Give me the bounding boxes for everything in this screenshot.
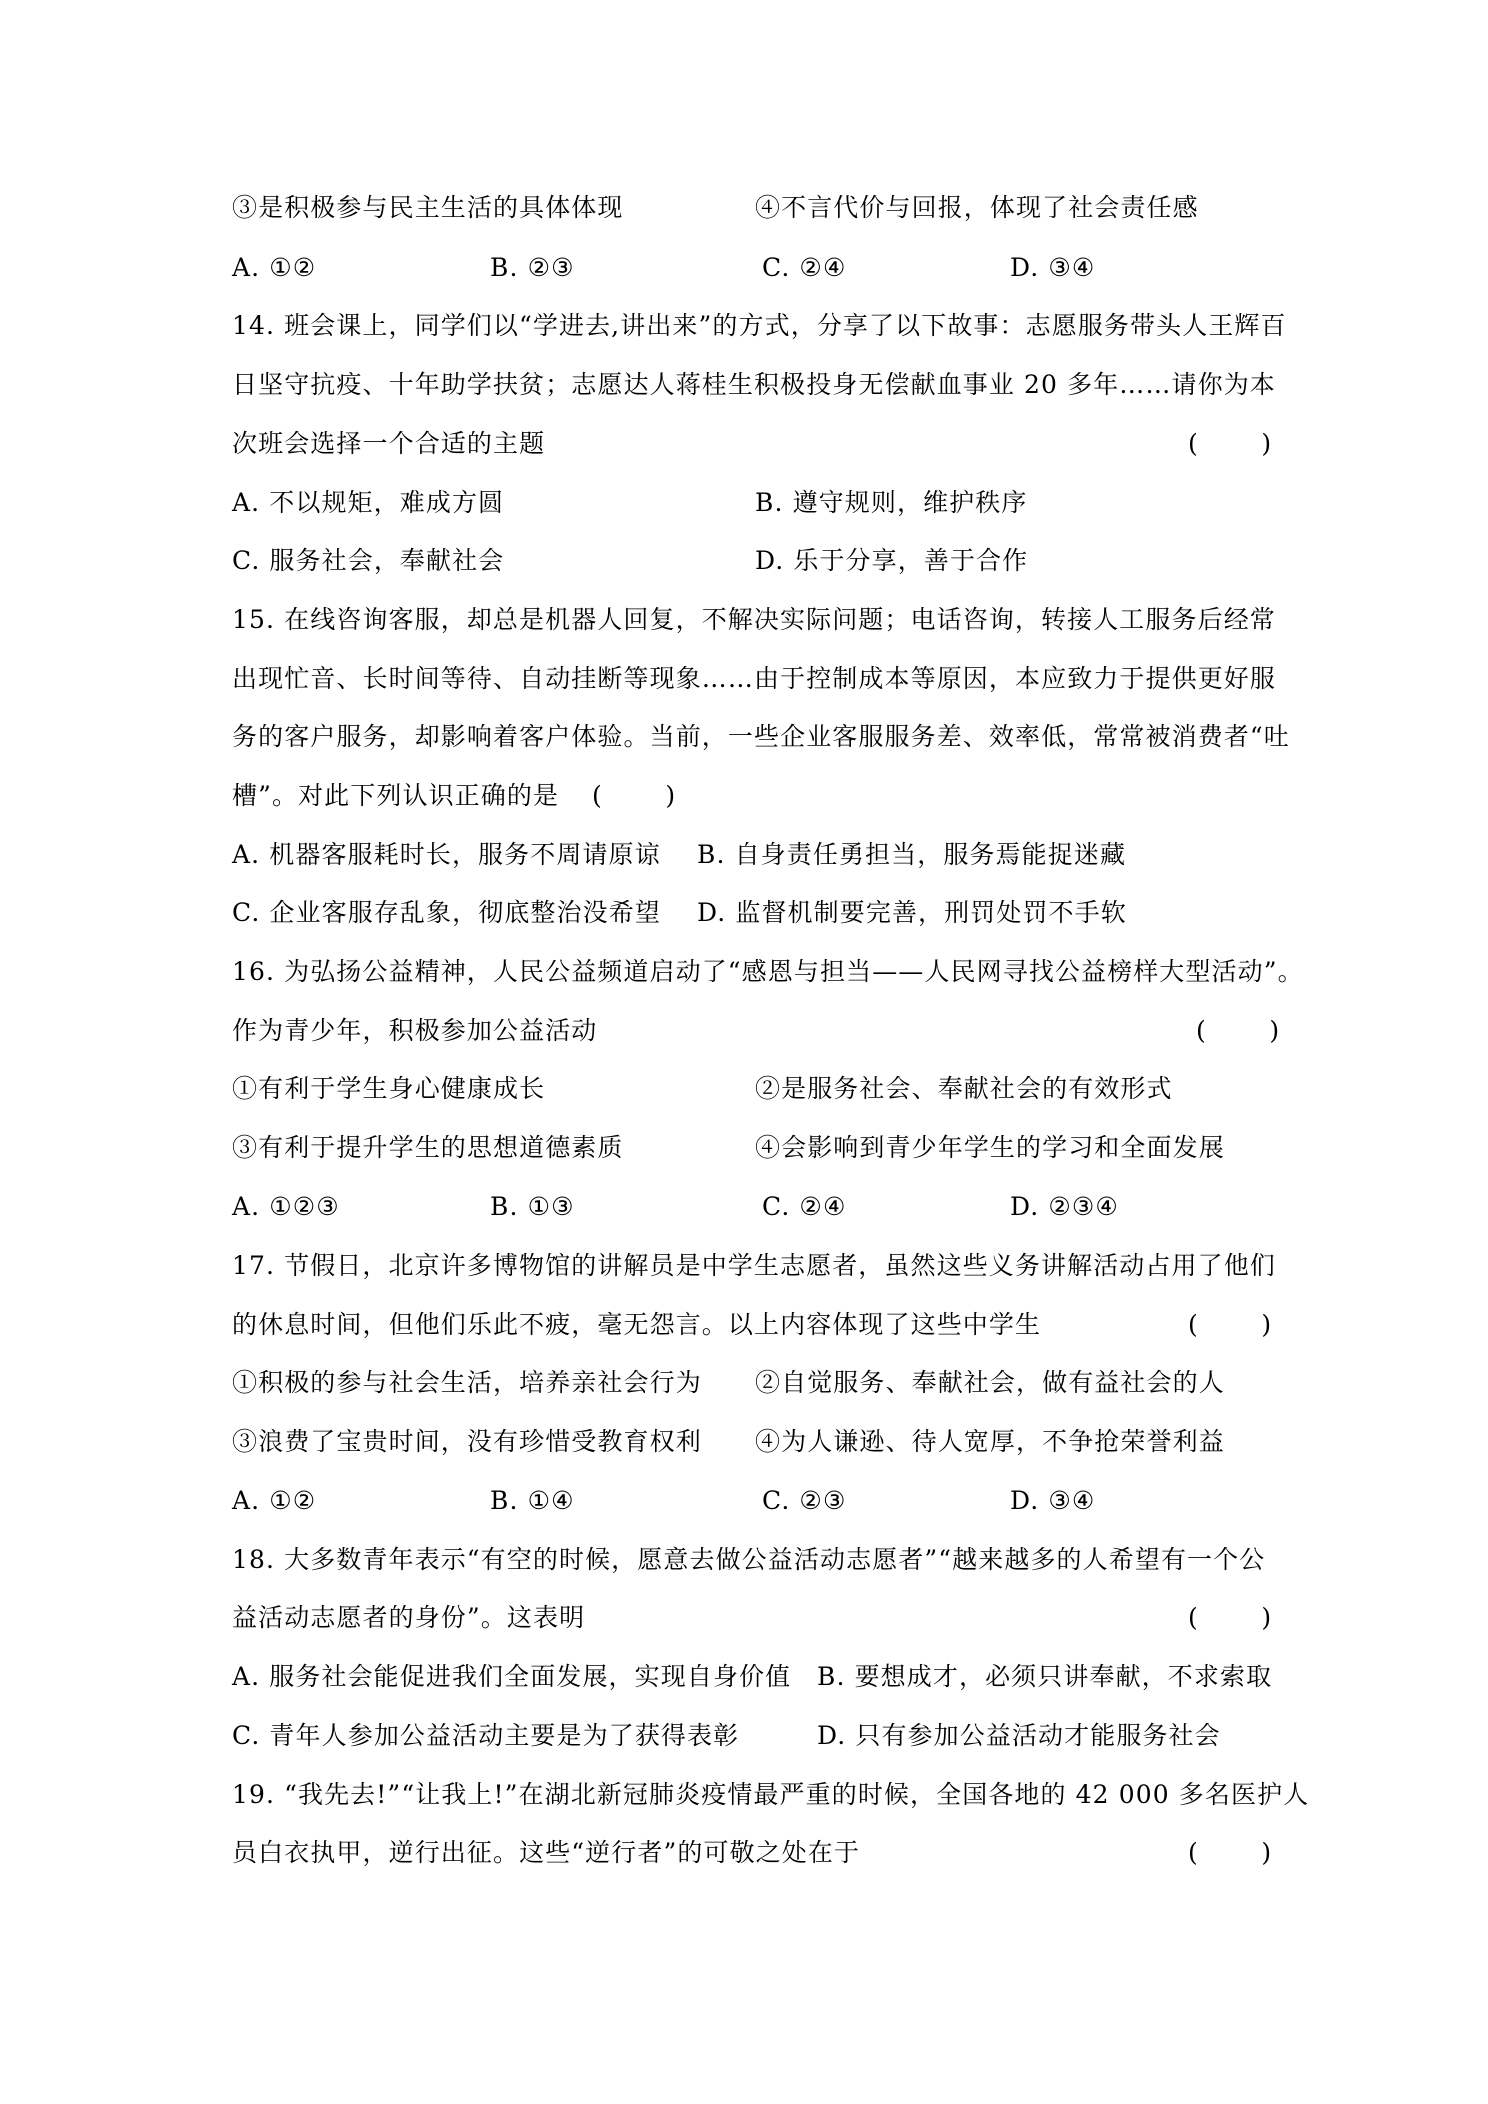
q15-stem-line-3: 务的客户服务，却影响着客户体验。当前，一些企业客服服务差、效率低，常常被消费者“吐 bbox=[232, 722, 1290, 751]
q17-option-c: C. ②③ bbox=[762, 1486, 847, 1515]
q13-option-a: A. ①② bbox=[232, 253, 317, 282]
q17-stem-line-1: 17. 节假日，北京许多博物馆的讲解员是中学生志愿者，虽然这些义务讲解活动占用了他们 bbox=[232, 1251, 1276, 1280]
q14-option-d: D. 乐于分享，善于合作 bbox=[755, 546, 1029, 575]
q19-stem-line-1: 19. “我先去!”“让我上!”在湖北新冠肺炎疫情最严重的时候，全国各地的 42 000 多名医护人 bbox=[232, 1780, 1310, 1809]
q13-statement-3: ③是积极参与民主生活的具体体现 bbox=[232, 193, 624, 222]
q16-statement-4: ④会影响到青少年学生的学习和全面发展 bbox=[755, 1133, 1225, 1162]
q17-option-b: B. ①④ bbox=[490, 1486, 575, 1515]
q17-statement-1: ①积极的参与社会生活，培养亲社会行为 bbox=[232, 1368, 702, 1397]
q14-option-a: A. 不以规矩，难成方圆 bbox=[232, 488, 505, 517]
q18-option-b: B. 要想成才，必须只讲奉献，不求索取 bbox=[817, 1662, 1273, 1691]
q16-statement-1: ①有利于学生身心健康成长 bbox=[232, 1074, 546, 1103]
q15-stem-line-4: 槽”。对此下列认识正确的是 bbox=[232, 781, 560, 810]
q18-option-c: C. 青年人参加公益活动主要是为了获得表彰 bbox=[232, 1721, 740, 1750]
q14-stem-line-1: 14. 班会课上，同学们以“学进去,讲出来”的方式，分享了以下故事：志愿服务带头人王辉百 bbox=[232, 311, 1287, 340]
q16-option-b: B. ①③ bbox=[490, 1192, 575, 1221]
q15-option-b: B. 自身责任勇担当，服务焉能捉迷藏 bbox=[697, 840, 1127, 869]
q13-option-b: B. ②③ bbox=[490, 253, 575, 282]
q14-answer-parentheses: ( ) bbox=[1188, 429, 1272, 458]
q15-option-a: A. 机器客服耗时长，服务不周请原谅 bbox=[232, 840, 661, 869]
q19-answer-parentheses: ( ) bbox=[1188, 1838, 1272, 1867]
q15-answer-parentheses: ( ) bbox=[592, 781, 676, 810]
q14-stem-line-2: 日坚守抗疫、十年助学扶贫；志愿达人蒋桂生积极投身无偿献血事业 20 多年……请你为本 bbox=[232, 370, 1276, 399]
q17-statement-2: ②自觉服务、奉献社会，做有益社会的人 bbox=[755, 1368, 1225, 1397]
q17-statement-3: ③浪费了宝贵时间，没有珍惜受教育权利 bbox=[232, 1427, 702, 1456]
q16-answer-parentheses: ( ) bbox=[1196, 1016, 1280, 1045]
q16-option-a: A. ①②③ bbox=[232, 1192, 340, 1221]
q15-option-d: D. 监督机制要完善，刑罚处罚不手软 bbox=[697, 898, 1127, 927]
q17-option-a: A. ①② bbox=[232, 1486, 317, 1515]
q18-answer-parentheses: ( ) bbox=[1188, 1603, 1272, 1632]
q16-option-d: D. ②③④ bbox=[1010, 1192, 1119, 1221]
q13-option-c: C. ②④ bbox=[762, 253, 847, 282]
q14-stem-line-3: 次班会选择一个合适的主题 bbox=[232, 429, 546, 458]
q13-statement-4: ④不言代价与回报，体现了社会责任感 bbox=[755, 193, 1199, 222]
q17-statement-4: ④为人谦逊、待人宽厚，不争抢荣誉利益 bbox=[755, 1427, 1225, 1456]
q15-stem-line-2: 出现忙音、长时间等待、自动挂断等现象……由于控制成本等原因，本应致力于提供更好服 bbox=[232, 664, 1277, 693]
q17-option-d: D. ③④ bbox=[1010, 1486, 1096, 1515]
q16-statement-2: ②是服务社会、奉献社会的有效形式 bbox=[755, 1074, 1173, 1103]
q19-stem-line-2: 员白衣执甲，逆行出征。这些“逆行者”的可敬之处在于 bbox=[232, 1838, 861, 1867]
q17-answer-parentheses: ( ) bbox=[1188, 1310, 1272, 1339]
q13-option-d: D. ③④ bbox=[1010, 253, 1096, 282]
q16-stem-line-1: 16. 为弘扬公益精神，人民公益频道启动了“感恩与担当——人民网寻找公益榜样大型活动”。 bbox=[232, 957, 1304, 986]
q15-option-c: C. 企业客服存乱象，彻底整治没希望 bbox=[232, 898, 661, 927]
q16-option-c: C. ②④ bbox=[762, 1192, 847, 1221]
q16-stem-line-2: 作为青少年，积极参加公益活动 bbox=[232, 1016, 598, 1045]
q15-stem-line-1: 15. 在线咨询客服，却总是机器人回复，不解决实际问题；电话咨询，转接人工服务后经常 bbox=[232, 605, 1276, 634]
q16-statement-3: ③有利于提升学生的思想道德素质 bbox=[232, 1133, 624, 1162]
q18-stem-line-1: 18. 大多数青年表示“有空的时候，愿意去做公益活动志愿者”“越来越多的人希望有一个公 bbox=[232, 1545, 1266, 1574]
q17-stem-line-2: 的休息时间，但他们乐此不疲，毫无怨言。以上内容体现了这些中学生 bbox=[232, 1310, 1042, 1339]
q18-option-a: A. 服务社会能促进我们全面发展，实现自身价值 bbox=[232, 1662, 792, 1691]
q18-option-d: D. 只有参加公益活动才能服务社会 bbox=[817, 1721, 1221, 1750]
q18-stem-line-2: 益活动志愿者的身份”。这表明 bbox=[232, 1603, 586, 1632]
q14-option-c: C. 服务社会，奉献社会 bbox=[232, 546, 505, 575]
q14-option-b: B. 遵守规则，维护秩序 bbox=[755, 488, 1028, 517]
